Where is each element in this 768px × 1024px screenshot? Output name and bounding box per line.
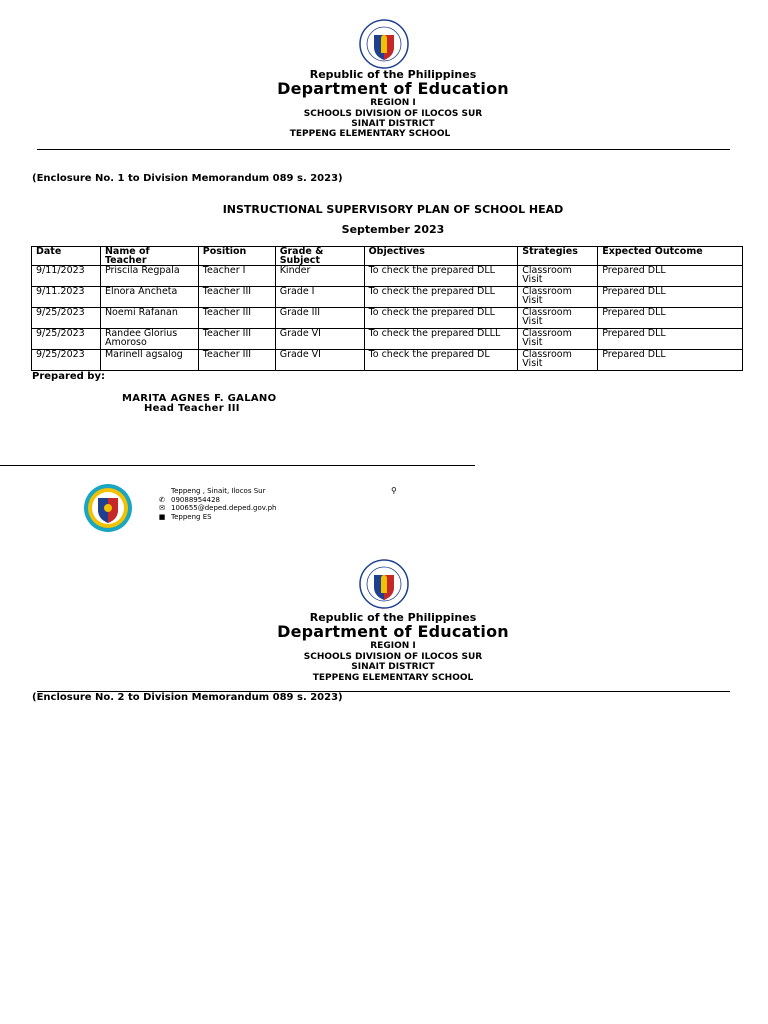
- cell-outcome: Prepared DLL: [598, 287, 743, 308]
- district-heading: SINAIT DISTRICT: [351, 662, 435, 672]
- cell-objective: To check the prepared DLL: [364, 266, 518, 287]
- signatory-name: MARITA AGNES F. GALANO: [122, 393, 277, 404]
- column-header-grade: Grade & Subject: [275, 247, 364, 266]
- column-header-objectives: Objectives: [364, 247, 518, 266]
- cell-teacher: Marinell agsalog: [100, 350, 198, 371]
- table-row: [32, 287, 743, 308]
- deped-seal-icon: [359, 559, 409, 609]
- footer-address: Teppeng , Sinait, Ilocos Sur: [171, 487, 266, 495]
- footer-email: 100655@deped.deped.gov.ph: [171, 504, 277, 513]
- table-row: [32, 329, 743, 350]
- region-heading: REGION I: [370, 98, 416, 108]
- cell-objective: To check the prepared DLL: [364, 308, 518, 329]
- cell-grade: Grade VI: [275, 350, 364, 371]
- signatory-title: Head Teacher III: [144, 403, 240, 414]
- cell-date: 9/11.2023: [32, 287, 101, 308]
- cell-strategy: Classroom Visit: [518, 308, 598, 329]
- column-header-position: Position: [198, 247, 275, 266]
- enclosure-note-1: (Enclosure No. 1 to Division Memorandum 089 s. 2023): [32, 173, 343, 184]
- republic-heading: Republic of the Philippines: [309, 611, 477, 624]
- cell-position: Teacher I: [198, 266, 275, 287]
- supervisory-plan-table: [31, 246, 743, 371]
- column-header-outcome: Expected Outcome: [598, 247, 743, 266]
- division-heading: SCHOOLS DIVISION OF ILOCOS SUR: [303, 109, 483, 119]
- cell-teacher: Priscila Regpala: [100, 266, 198, 287]
- cell-date: 9/11/2023: [32, 266, 101, 287]
- footer-address-row: [157, 487, 277, 496]
- cell-strategy: Classroom Visit: [518, 266, 598, 287]
- cell-outcome: Prepared DLL: [598, 308, 743, 329]
- plan-month: September 2023: [341, 223, 445, 236]
- division-heading: SCHOOLS DIVISION OF ILOCOS SUR: [303, 652, 483, 662]
- footer-email-row: [157, 504, 277, 513]
- cell-strategy: Classroom Visit: [518, 350, 598, 371]
- school-heading: TEPPENG ELEMENTARY SCHOOL: [312, 673, 474, 683]
- republic-heading: Republic of the Philippines: [309, 68, 477, 81]
- cell-grade: Grade I: [275, 287, 364, 308]
- cell-position: Teacher III: [198, 350, 275, 371]
- footer-contact-block: [157, 487, 277, 521]
- table-header-row: [32, 247, 743, 266]
- column-header-strategies: Strategies: [518, 247, 598, 266]
- cell-date: 9/25/2023: [32, 329, 101, 350]
- cell-teacher: Randee Glorius Amoroso: [100, 329, 198, 350]
- department-heading: Department of Education: [277, 622, 509, 641]
- cell-date: 9/25/2023: [32, 350, 101, 371]
- cell-outcome: Prepared DLL: [598, 329, 743, 350]
- cell-position: Teacher III: [198, 308, 275, 329]
- table-row: [32, 308, 743, 329]
- cell-grade: Grade III: [275, 308, 364, 329]
- email-icon: ✉: [159, 504, 165, 513]
- column-header-teacher: Name of Teacher: [100, 247, 198, 266]
- department-heading: Department of Education: [277, 79, 509, 98]
- cell-objective: To check the prepared DLLL: [364, 329, 518, 350]
- cell-strategy: Classroom Visit: [518, 287, 598, 308]
- location-pin-icon: ⚲: [391, 486, 397, 495]
- facebook-icon: ■: [158, 512, 166, 521]
- enclosure-note-2: (Enclosure No. 2 to Division Memorandum 089 s. 2023): [32, 692, 343, 703]
- cell-grade: Kinder: [275, 266, 364, 287]
- footer-phone-row: [157, 496, 277, 505]
- phone-icon: ✆: [159, 495, 165, 504]
- table-row: [32, 350, 743, 371]
- district-heading: SINAIT DISTRICT: [351, 119, 435, 129]
- cell-date: 9/25/2023: [32, 308, 101, 329]
- footer-facebook: Teppeng ES: [171, 512, 212, 521]
- footer-phone: 09088954428: [171, 495, 220, 504]
- school-logo-icon: [83, 483, 133, 533]
- cell-outcome: Prepared DLL: [598, 266, 743, 287]
- cell-teacher: Elnora Ancheta: [100, 287, 198, 308]
- cell-position: Teacher III: [198, 287, 275, 308]
- deped-seal-icon: [359, 19, 409, 69]
- cell-objective: To check the prepared DL: [364, 350, 518, 371]
- cell-objective: To check the prepared DLL: [364, 287, 518, 308]
- footer-facebook-row: [157, 513, 277, 522]
- plan-title: INSTRUCTIONAL SUPERVISORY PLAN OF SCHOOL HEAD: [222, 203, 564, 216]
- region-heading: REGION I: [370, 641, 416, 651]
- prepared-by-label: Prepared by:: [32, 371, 105, 382]
- header-divider: [37, 149, 730, 150]
- cell-grade: Grade VI: [275, 329, 364, 350]
- cell-outcome: Prepared DLL: [598, 350, 743, 371]
- cell-position: Teacher III: [198, 329, 275, 350]
- footer-divider: [0, 465, 475, 466]
- column-header-date: Date: [32, 247, 101, 266]
- table-row: [32, 266, 743, 287]
- cell-strategy: Classroom Visit: [518, 329, 598, 350]
- school-heading: TEPPENG ELEMENTARY SCHOOL: [289, 129, 451, 139]
- cell-teacher: Noemi Rafanan: [100, 308, 198, 329]
